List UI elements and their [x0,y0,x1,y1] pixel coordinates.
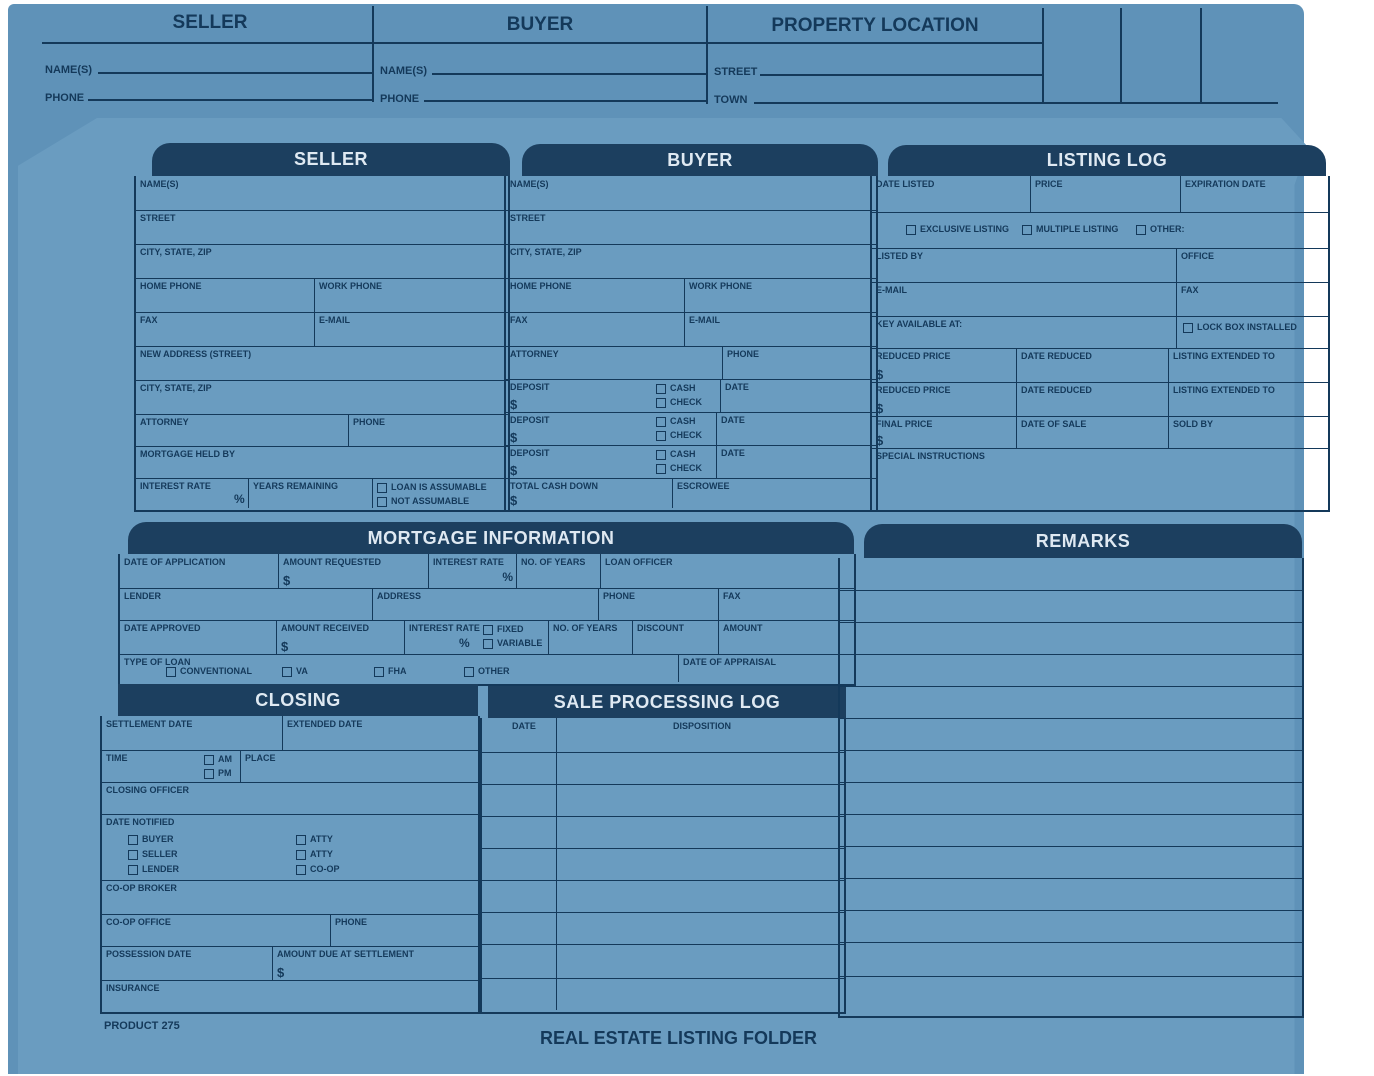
atty-notified-checkbox[interactable] [296,849,333,860]
checkbox-icon [204,769,214,779]
office-label: OFFICE [1181,251,1214,261]
checkbox-icon [656,398,666,408]
checkbox-icon [656,417,666,427]
price-label: PRICE [1035,179,1063,189]
appraisal-label: DATE OF APPRAISAL [683,657,777,667]
checkbox-icon [464,667,474,677]
amount-req-label: AMOUNT REQUESTED [283,557,382,567]
cash-label: CASH [670,449,696,459]
buyer-work-phone-label: WORK PHONE [689,281,752,291]
mortgage-fax-label: FAX [723,591,741,601]
mortgage-header: MORTGAGE INFORMATION [128,522,854,554]
back-tab-rule [42,42,1042,44]
dollar-sign: $ [283,573,291,588]
date-notified-label: DATE NOTIFIED [106,817,175,827]
cash-checkbox[interactable] [656,416,696,427]
checkbox-icon [128,865,138,875]
lender-label: LENDER [142,864,180,874]
remarks-line [840,718,1302,751]
pm-checkbox[interactable] [204,768,232,779]
extended-label: LISTING EXTENDED TO [1173,351,1275,361]
date-reduced-label: DATE REDUCED [1021,351,1092,361]
multiple-checkbox[interactable] [1022,224,1118,235]
remarks-line [840,942,1302,977]
remarks-panel [838,558,1304,1018]
buyer-street-label: STREET [510,213,546,223]
deposit-date-label: DATE [721,415,745,425]
seller-email-label: E-MAIL [319,315,350,325]
checkbox-icon [296,850,306,860]
other-label: OTHER [478,666,510,676]
seller-new-address-label: NEW ADDRESS (STREET) [140,349,252,359]
sold-by-label: SOLD BY [1173,419,1214,429]
other-checkbox[interactable] [1136,224,1185,235]
atty-label: ATTY [310,834,333,844]
reduced-price-label: REDUCED PRICE [876,351,951,361]
back-seller-phone: PHONE [45,92,85,104]
other-label: OTHER: [1150,224,1185,234]
lender-notified-checkbox[interactable] [128,864,179,875]
buyer-label: BUYER [142,834,174,844]
listing-fax-label: FAX [1181,285,1199,295]
special-instructions-label: SPECIAL INSTRUCTIONS [876,451,985,461]
seller-interest-label: INTEREST RATE [140,481,211,491]
folder-title: REAL ESTATE LISTING FOLDER [540,1028,818,1048]
extended-date-label: EXTENDED DATE [287,719,363,729]
time-label: TIME [106,753,128,763]
listed-by-label: LISTED BY [876,251,924,261]
blank-line [98,72,372,74]
seller-mortgage-held-label: MORTGAGE HELD BY [140,449,236,459]
cash-label: CASH [670,416,696,426]
deposit-label: DEPOSIT [510,448,550,458]
sale-date-label: DATE [512,721,536,731]
check-label: CHECK [670,463,703,473]
listing-header: LISTING LOG [888,145,1326,176]
remarks-line [840,558,1302,591]
years-label: NO. OF YEARS [521,557,586,567]
deposit-label: DEPOSIT [510,415,550,425]
buyer-phone-label: PHONE [727,349,760,359]
listing-email-label: E-MAIL [876,285,907,295]
pct: % [502,570,513,584]
expiration-label: EXPIRATION DATE [1185,179,1266,189]
sale-log-header: SALE PROCESSING LOG [488,686,846,718]
remarks-line [840,686,1302,719]
fixed-label: FIXED [497,624,524,634]
blank-line [432,73,706,75]
settlement-label: SETTLEMENT DATE [106,719,193,729]
divider [1120,8,1122,104]
seller-names-label: NAME(S) [140,179,179,189]
blank-line [88,99,372,101]
not-assumable-checkbox[interactable] [377,496,469,507]
interest-label: INTEREST RATE [433,557,504,567]
checkbox-icon [282,667,292,677]
closing-phone-label: PHONE [335,917,368,927]
seller-attorney-label: ATTORNEY [140,417,189,427]
check-checkbox[interactable] [656,397,702,408]
checkbox-icon [128,835,138,845]
log-row [482,944,844,979]
remarks-line [840,814,1302,847]
back-seller-title: SELLER [172,12,248,33]
checkbox-icon [377,483,387,493]
remarks-line [840,590,1302,623]
dollar-sign: $ [510,397,518,412]
atty-label: ATTY [310,849,333,859]
variable-label: VARIABLE [497,638,543,648]
back-street: STREET [714,66,758,78]
coop-office-label: CO-OP OFFICE [106,917,171,927]
checkbox-icon [483,625,493,635]
seller-work-phone-label: WORK PHONE [319,281,382,291]
dollar-sign: $ [510,463,518,478]
dollar-sign: $ [510,430,518,445]
variable-checkbox[interactable] [483,638,542,649]
years-label: NO. OF YEARS [553,623,618,633]
amount-due-label: AMOUNT DUE AT SETTLEMENT [277,949,414,959]
back-buyer-names: NAME(S) [380,65,428,77]
remarks-line [840,878,1302,911]
log-row [482,978,844,1010]
conventional-checkbox[interactable] [166,666,252,677]
back-seller-names: NAME(S) [45,64,93,76]
type-label: TYPE OF LOAN [124,657,191,667]
back-buyer-phone: PHONE [380,93,420,105]
remarks-line [840,782,1302,815]
sale-log-panel [480,718,846,1014]
coop-notified-checkbox[interactable] [296,864,340,875]
deposit-date-label: DATE [721,448,745,458]
buyer-attorney-label: ATTORNEY [510,349,559,359]
back-town: TOWN [714,94,748,106]
log-row [482,880,844,913]
closing-officer-label: CLOSING OFFICER [106,785,189,795]
address-label: ADDRESS [377,591,422,601]
remarks-line [840,750,1302,783]
checkbox-icon [296,865,306,875]
seller-notified-checkbox[interactable] [128,849,178,860]
buyer-city-label: CITY, STATE, ZIP [510,247,582,257]
final-price-label: FINAL PRICE [876,419,933,429]
va-checkbox[interactable] [282,666,308,677]
discount-label: DISCOUNT [637,623,684,633]
other-checkbox[interactable] [464,666,510,677]
atty-notified-checkbox[interactable] [296,834,333,845]
checkbox-icon [1183,323,1193,333]
seller-years-remaining-label: YEARS REMAINING [253,481,339,491]
interest-label: INTEREST RATE [409,623,480,633]
extended-label: LISTING EXTENDED TO [1173,385,1275,395]
check-checkbox[interactable] [656,463,702,474]
buyer-panel [504,176,878,512]
check-label: CHECK [670,397,703,407]
possession-label: POSSESSION DATE [106,949,192,959]
va-label: VA [296,666,308,676]
buyer-fax-label: FAX [510,315,528,325]
log-row [482,816,844,849]
remarks-line [840,654,1302,687]
seller-fax-label: FAX [140,315,158,325]
mortgage-panel [118,554,856,686]
divider [1200,8,1202,104]
seller-pct: % [234,492,245,506]
buyer-header: BUYER [522,144,878,176]
date-reduced-label: DATE REDUCED [1021,385,1092,395]
checkbox-icon [656,431,666,441]
fha-label: FHA [388,666,407,676]
cash-checkbox[interactable] [656,383,696,394]
exclusive-label: EXCLUSIVE LISTING [920,224,1010,234]
seller-city-label: CITY, STATE, ZIP [140,247,212,257]
am-checkbox[interactable] [204,754,232,765]
checkbox-icon [656,464,666,474]
escrowee-label: ESCROWEE [677,481,730,491]
remarks-line [840,910,1302,943]
log-row [482,848,844,881]
seller-panel [134,176,510,512]
seller-home-phone-label: HOME PHONE [140,281,202,291]
place-label: PLACE [245,753,276,763]
pm-label: PM [218,768,232,778]
back-buyer-title: BUYER [506,14,574,35]
seller-label: SELLER [142,849,178,859]
remarks-header: REMARKS [864,524,1302,558]
checkbox-icon [166,667,176,677]
checkbox-icon [656,450,666,460]
blank-line [424,100,706,102]
checkbox-icon [656,384,666,394]
coop-broker-label: CO-OP BROKER [106,883,177,893]
dollar-sign: $ [876,401,884,416]
log-row [482,752,844,785]
remarks-line [840,622,1302,655]
blank-line [754,102,1278,104]
loan-assumable-checkbox[interactable] [377,482,487,493]
lockbox-checkbox[interactable] [1183,322,1297,333]
divider [372,6,374,102]
exclusive-checkbox[interactable] [906,224,1009,235]
amount-received-label: AMOUNT RECEIVED [281,623,370,633]
coop-label: CO-OP [310,864,340,874]
date-sale-label: DATE OF SALE [1021,419,1087,429]
dollar-sign: $ [281,639,289,654]
checkbox-icon [374,667,384,677]
check-checkbox[interactable] [656,430,702,441]
deposit-label: DEPOSIT [510,382,550,392]
lockbox-label: LOCK BOX INSTALLED [1197,322,1297,332]
checkbox-icon [204,755,214,765]
amount-label: AMOUNT [723,623,763,633]
checkbox-icon [1022,225,1032,235]
seller-new-city-label: CITY, STATE, ZIP [140,383,212,393]
blank-line [760,74,1044,76]
fixed-checkbox[interactable] [483,624,524,635]
cash-label: CASH [670,383,696,393]
buyer-email-label: E-MAIL [689,315,720,325]
divider [706,6,708,104]
product-number: PRODUCT 275 [104,1020,180,1032]
checkbox-icon [483,639,493,649]
mortgage-phone-label: PHONE [603,591,636,601]
dollar-sign: $ [876,367,884,382]
disposition-label: DISPOSITION [673,721,732,731]
checkbox-icon [906,225,916,235]
divider [1042,8,1044,104]
multiple-label: MULTIPLE LISTING [1036,224,1119,234]
closing-header: CLOSING [118,684,478,716]
seller-street-label: STREET [140,213,176,223]
dollar-sign: $ [277,965,285,980]
seller-header: SELLER [152,143,510,176]
deposit-date-label: DATE [725,382,749,392]
total-cash-label: TOTAL CASH DOWN [510,481,598,491]
closing-panel [100,716,480,1014]
pct: % [459,636,470,650]
am-label: AM [218,754,232,764]
date-approved-label: DATE APPROVED [124,623,201,633]
checkbox-icon [128,850,138,860]
back-property-title: PROPERTY LOCATION [771,15,979,36]
buyer-home-phone-label: HOME PHONE [510,281,572,291]
date-listed-label: DATE LISTED [876,179,935,189]
date-app-label: DATE OF APPLICATION [124,557,226,567]
dollar-sign: $ [876,433,884,448]
fha-checkbox[interactable] [374,666,407,677]
buyer-notified-checkbox[interactable] [128,834,174,845]
checkbox-icon [296,835,306,845]
log-row [482,912,844,945]
buyer-names-label: NAME(S) [510,179,549,189]
seller-phone-label: PHONE [353,417,386,427]
listing-panel [870,176,1330,512]
log-row [482,784,844,817]
key-label: KEY AVAILABLE AT: [876,319,963,329]
checkbox-icon [377,497,387,507]
check-label: CHECK [670,430,703,440]
lender-label: LENDER [124,591,162,601]
remarks-line [840,846,1302,879]
dollar-sign: $ [510,493,518,508]
not-assumable-label: NOT ASSUMABLE [391,496,470,506]
loan-assumable-label: LOAN IS ASSUMABLE [391,482,487,492]
reduced-price-label: REDUCED PRICE [876,385,951,395]
conventional-label: CONVENTIONAL [180,666,252,676]
insurance-label: INSURANCE [106,983,160,993]
cash-checkbox[interactable] [656,449,696,460]
loan-officer-label: LOAN OFFICER [605,557,673,567]
checkbox-icon [1136,225,1146,235]
